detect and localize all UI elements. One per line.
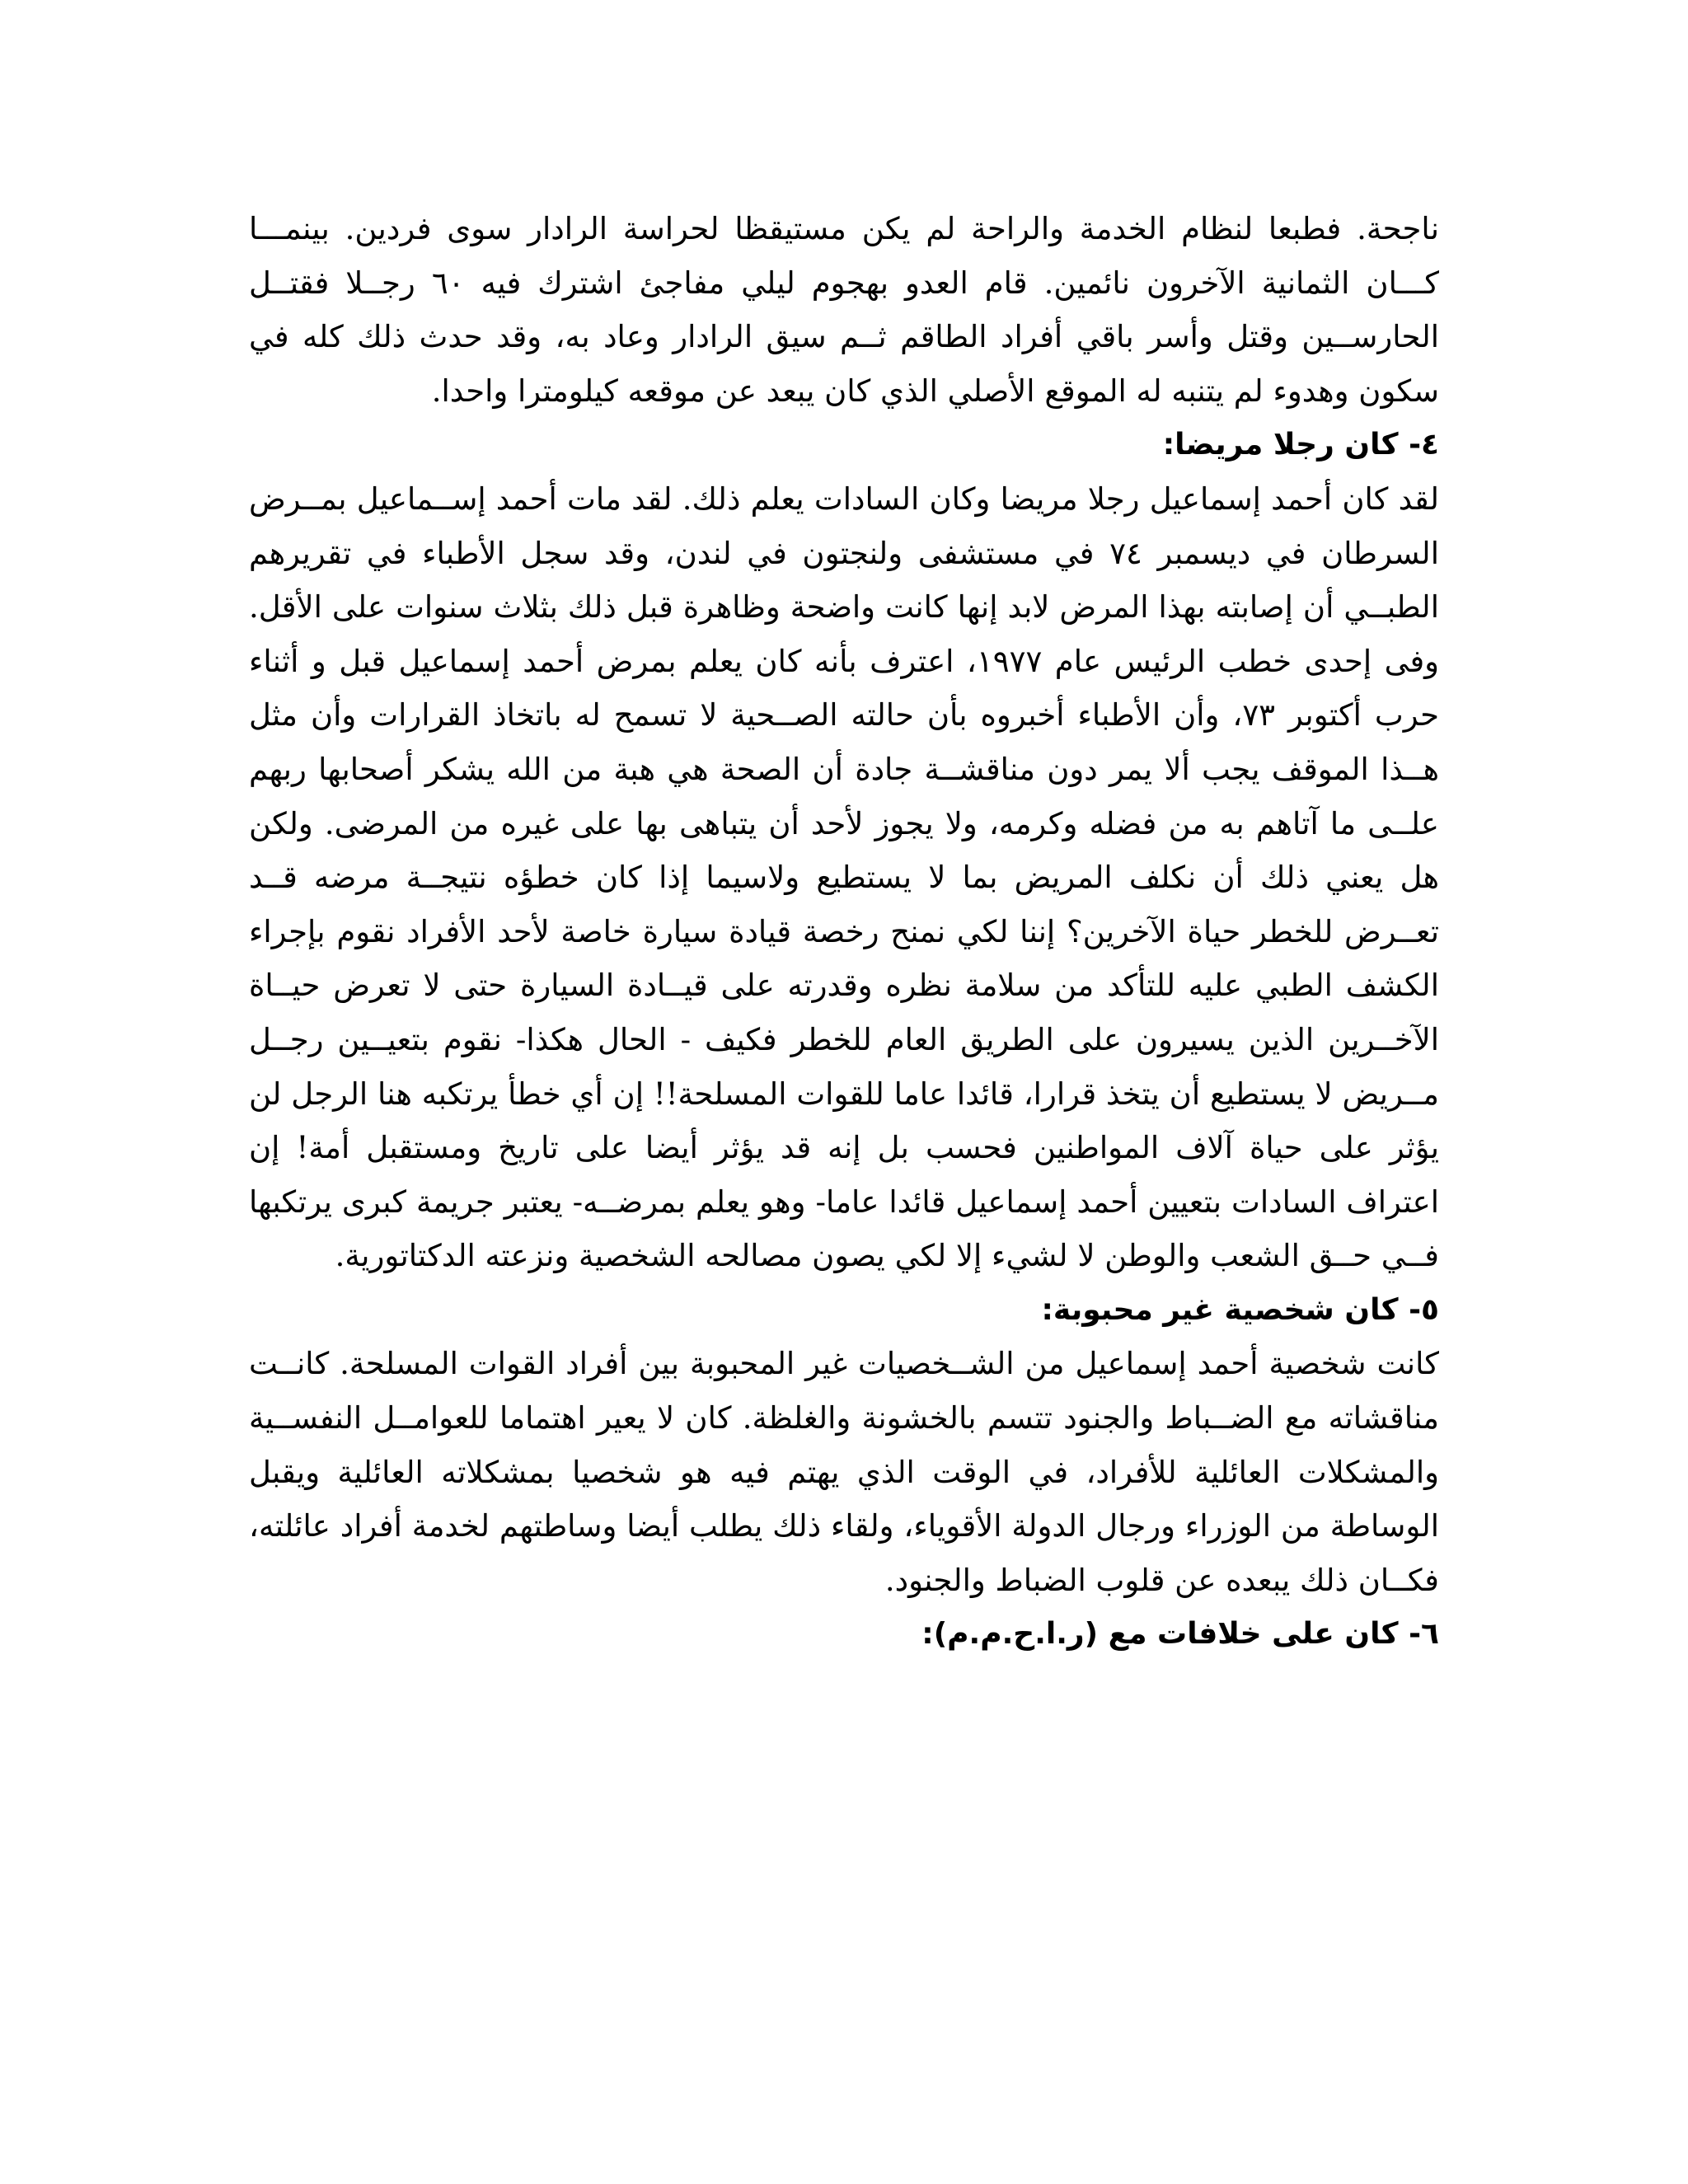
section-heading-4: ٤- كان رجلا مريضا: (1162, 428, 1439, 462)
paragraph-sick-man: لقد كان أحمد إسماعيل رجلا مريضا وكان السادات يعلم ذلك. لقد مات أحمد إســماعيل بمــرض السرطان في ديسمبر ٧٤ في مستشفى ولنجتون في لندن، وقد سجل الأطباء في تقريرهم الطبــي أن إصابته بهذا المرض لابد إنها كانت واضحة وظاهرة قبل ذلك بثلاث سنوات على الأقل. وفى إحدى خطب الرئيس عام ١٩٧٧، اعترف بأنه كان يعلم بمرض أحمد إسماعيل قبل و أثناء حرب أكتوبر ٧٣، وأن الأطباء أخبروه بأن حالته الصــحية لا تسمح له باتخاذ القرارات وأن مثل هــذا الموقف يجب ألا يمر دون مناقشــة جادة أن الصحة هي هبة من الله يشكر أصحابها ربهم علــى ما آتاهم به من فضله وكرمه، ولا يجوز لأحد أن يتباهى بها على غيره من المرضى. ولكن هل يعني ذلك أن نكلف المريض بما لا يستطيع ولاسيما إذا كان خطؤه نتيجــة مرضه قــد تعــرض للخطر حياة الآخرين؟ إننا لكي نمنح رخصة قيادة سيارة خاصة لأحد الأفراد نقوم بإجراء الكشف الطبي عليه للتأكد من سلامة نظره وقدرته على قيــادة السيارة حتى لا تعرض حيــاة الآخــرين الذين يسيرون على الطريق العام للخطر فكيف - الحال هكذا- نقوم بتعيــين رجــل مــريض لا يستطيع أن يتخذ قرارا، قائدا عاما للقوات المسلحة!! إن أي خطأ يرتكبه هنا الرجل لن يؤثر على حياة آلاف المواطنين فحسب بل إنه قد يؤثر أيضا على تاريخ ومستقبل أمة! إن اعتراف السادات بتعيين أحمد إسماعيل قائدا عاما- وهو يعلم بمرضــه- يعتبر جريمة كبرى يرتكبها فــي حــق الشعب والوطن لا لشيء إلا لكي يصون مصالحه الشخصية ونزعته الدكتاتورية. (249, 480, 1439, 1274)
section-heading-6: ٦- كان على خلافات مع (ر.ا.ح.م.م): (921, 1617, 1439, 1652)
document-page (249, 202, 1439, 1661)
paragraph-unloved-personality: كانت شخصية أحمد إسماعيل من الشــخصيات غير المحبوبة بين أفراد القوات المسلحة. كانــت مناقشاته مع الضــباط والجنود تتسم بالخشونة والغلظة. كان لا يعير اهتماما للعوامــل النفســية والمشكلات العائلية للأفراد، في الوقت الذي يهتم فيه هو شخصيا بمشكلاته العائلية ويقبل الوساطة من الوزراء ورجال الدولة الأقوياء، ولقاء ذلك يطلب أيضا وساطتهم لخدمة أفراد عائلته، فكــان ذلك يبعده عن قلوب الضباط والجنود. (249, 1346, 1439, 1598)
section-heading-5: ٥- كان شخصية غير محبوبة: (1041, 1292, 1439, 1327)
paragraph-radar-attack: ناجحة. فطبعا لنظام الخدمة والراحة لم يكن مستيقظا لحراسة الرادار سوى فردين. بينمـــا كـــان الثمانية الآخرون نائمين. قام العدو بهجوم ليلي مفاجئ اشترك فيه ٦٠ رجــلا فقتــل الحارســين وقتل وأسر باقي أفراد الطاقم ثــم سيق الرادار وعاد به، وقد حدث ذلك كله في سكون وهدوء لم يتنبه له الموقع الأصلي الذي كان يبعد عن موقعه كيلومترا واحدا. (249, 211, 1440, 409)
